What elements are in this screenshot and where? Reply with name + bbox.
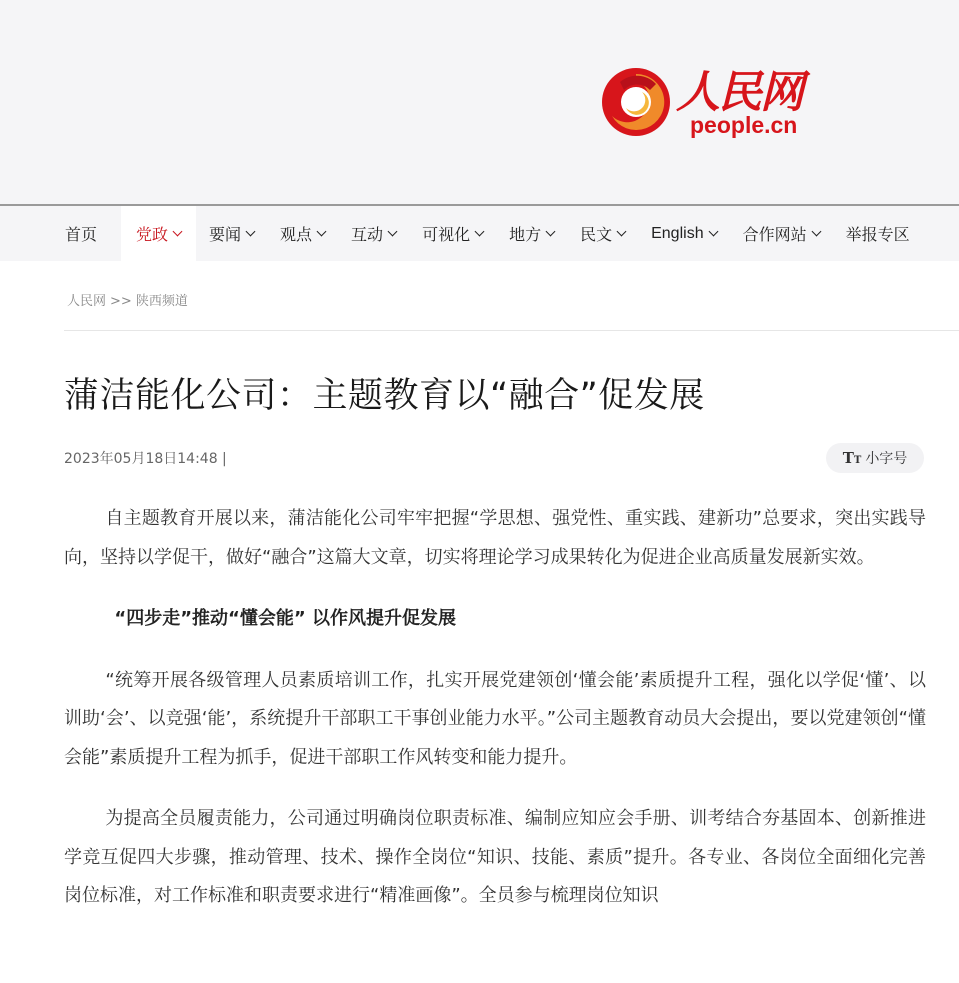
nav-item-guandian[interactable] [267, 206, 338, 262]
nav-label: 可视化 [422, 227, 471, 244]
breadcrumb-home-link[interactable]: 人民网 [67, 294, 107, 309]
article-paragraph: 为提高全员履责能力，公司通过明确岗位职责标准、编制应知应会手册、训考结合夯基固本、创新推进学竞互促四大步骤，推动管理、技术、操作全岗位“知识、技能、素质”提升。各专业、各岗位全面细化完善岗位标准，对工作标准和职责要求进行“精准画像”。全员参与梳理岗位知识 [64, 808, 926, 906]
nav-item-hudong[interactable] [338, 206, 409, 262]
breadcrumb-separator: >> [110, 294, 132, 309]
chevron-down-icon [246, 227, 256, 237]
nav-item-home[interactable] [52, 206, 121, 262]
nav-label: 民文 [580, 227, 613, 244]
chevron-down-icon [546, 227, 556, 237]
logo-text-cn: 人民网 [676, 67, 802, 118]
nav-label: 地方 [509, 227, 542, 244]
nav-item-keshihua[interactable] [409, 206, 496, 262]
text-size-icon: TT [842, 449, 862, 467]
nav-item-yaowen[interactable] [196, 206, 267, 262]
chevron-down-icon [475, 227, 485, 237]
nav-label: 观点 [280, 227, 313, 244]
chevron-down-icon [173, 227, 183, 237]
breadcrumb-channel-link[interactable]: 陕西频道 [135, 294, 188, 309]
article-body [64, 500, 926, 939]
nav-label: 举报专区 [845, 227, 910, 244]
chevron-down-icon [617, 227, 627, 237]
divider [64, 330, 959, 331]
nav-item-minwen[interactable] [567, 206, 638, 262]
nav-label: English [651, 224, 704, 242]
breadcrumb [67, 290, 188, 309]
nav-item-report[interactable] [833, 206, 910, 262]
nav-item-english[interactable] [638, 206, 729, 262]
logo-emblem-icon [598, 64, 674, 140]
nav-label: 要闻 [209, 227, 242, 244]
nav-label: 合作网站 [742, 227, 807, 244]
chevron-down-icon [317, 227, 327, 237]
nav-label: 互动 [351, 227, 384, 244]
article-paragraph: 自主题教育开展以来，蒲洁能化公司牢牢把握“学思想、强党性、重实践、建新功”总要求，突出实践导向，坚持以学促干，做好“融合”这篇大文章，切实将理论学习成果转化为促进企业高质量发展新实效。 [64, 508, 926, 568]
font-size-toggle-button[interactable] [826, 443, 924, 473]
nav-item-dangzheng[interactable] [121, 206, 196, 262]
article-meta: 2023年05月18日14:48 | [64, 451, 227, 467]
article-paragraph: “统筹开展各级管理人员素质培训工作，扎实开展党建领创‘懂会能’素质提升工程，强化以学促‘懂’、以训助‘会’、以竞强‘能’，系统提升干部职工干事创业能力水平。”公司主题教育动员大会提出，要以党建领创“懂会能”素质提升工程为抓手，促进干部职工作风转变和能力提升。 [64, 669, 926, 768]
people-cn-logo[interactable] [598, 58, 813, 142]
nav-label: 党政 [136, 227, 169, 244]
nav-item-partner-sites[interactable] [730, 206, 833, 262]
chevron-down-icon [811, 227, 821, 237]
nav-label: 首页 [65, 227, 98, 244]
site-header [0, 0, 959, 205]
article-title: 蒲洁能化公司：主题教育以“融合”促发展 [64, 376, 705, 416]
chevron-down-icon [708, 227, 718, 237]
main-nav [0, 205, 959, 261]
chevron-down-icon [388, 227, 398, 237]
logo-text-en: people.cn [690, 112, 798, 138]
nav-item-difang[interactable] [496, 206, 567, 262]
article-subheading: “四步走”推动“懂会能” 以作风提升促发展 [114, 608, 456, 629]
font-size-toggle-label: 小字号 [865, 451, 908, 467]
